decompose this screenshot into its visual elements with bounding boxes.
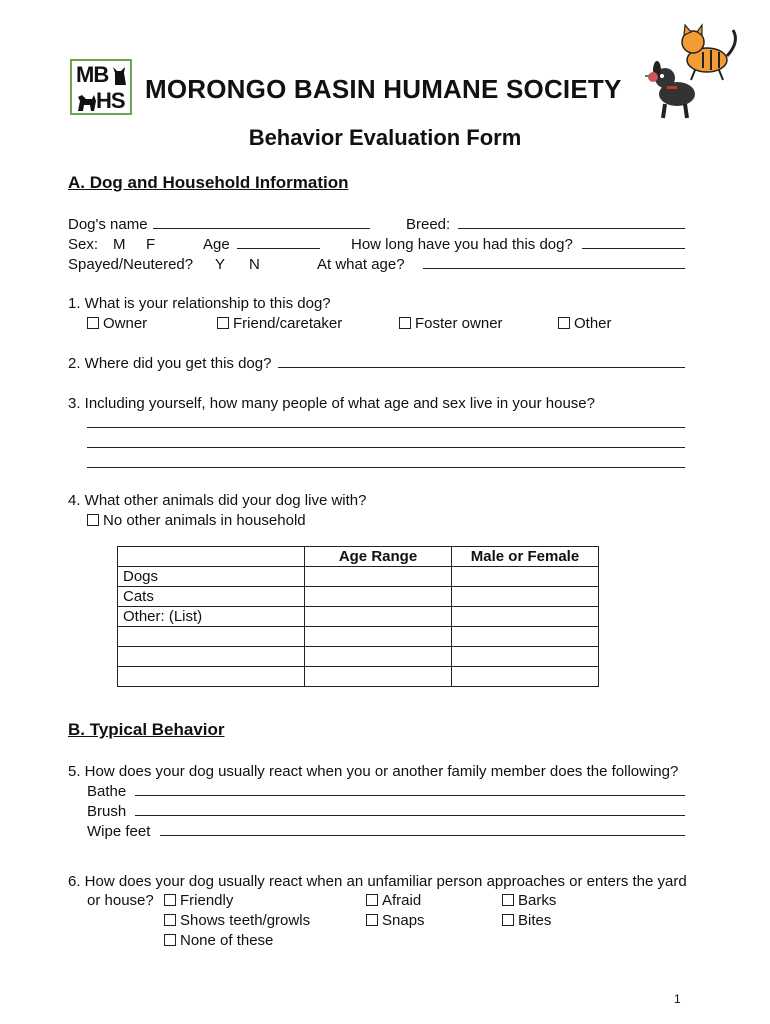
- at-age-field[interactable]: [423, 268, 685, 269]
- sex-option-f[interactable]: F: [146, 236, 156, 253]
- checkbox[interactable]: [558, 317, 570, 329]
- dogs-name-label: Dog's name: [68, 216, 148, 233]
- q5-item-bathe: Bathe: [87, 783, 127, 800]
- q3-field-line-3[interactable]: [87, 467, 685, 468]
- q5-brush-field[interactable]: [135, 815, 685, 816]
- q5-text: 5. How does your dog usually react when you or another family member does the following?: [68, 763, 679, 780]
- logo-hs: HS: [96, 88, 125, 113]
- row-label[interactable]: [118, 647, 305, 667]
- row-label: Other: (List): [118, 607, 305, 627]
- q5-bathe-field[interactable]: [135, 795, 685, 796]
- animals-table: [117, 546, 599, 687]
- q6-option-friendly[interactable]: Friendly: [164, 892, 233, 910]
- section-b-heading: B. Typical Behavior: [68, 720, 225, 739]
- table-row: [118, 647, 599, 667]
- logo-mb: MB: [76, 62, 109, 87]
- row-label[interactable]: [118, 627, 305, 647]
- q6-option-bites[interactable]: Bites: [502, 912, 551, 930]
- breed-field[interactable]: [458, 228, 685, 229]
- cat-silhouette-icon: [112, 65, 128, 85]
- q2-text: 2. Where did you get this dog?: [68, 355, 272, 372]
- sex-option-m[interactable]: M: [113, 236, 126, 253]
- q6-text-continued: or house?: [87, 892, 154, 909]
- table-header-blank: [118, 547, 305, 567]
- cat-dog-cartoon-icon: [645, 22, 745, 122]
- sex-cell[interactable]: [452, 607, 599, 627]
- q2-field[interactable]: [278, 367, 685, 368]
- q3-text: 3. Including yourself, how many people of what age and sex live in your house?: [68, 395, 595, 412]
- dog-silhouette-icon: [76, 91, 98, 113]
- q4-no-animals-option[interactable]: No other animals in household: [87, 512, 306, 530]
- checkbox[interactable]: [87, 514, 99, 526]
- q6-option-barks[interactable]: Barks: [502, 892, 556, 910]
- table-header-male-female: Male or Female: [452, 547, 599, 567]
- age-field[interactable]: [237, 248, 320, 249]
- table-row: [118, 607, 599, 627]
- table-row: [118, 627, 599, 647]
- checkbox[interactable]: [164, 934, 176, 946]
- table-row: [118, 667, 599, 687]
- spayed-option-n[interactable]: N: [249, 256, 260, 273]
- table-row: [118, 587, 599, 607]
- row-label: Cats: [118, 587, 305, 607]
- q6-option-afraid[interactable]: Afraid: [366, 892, 421, 910]
- checkbox[interactable]: [366, 914, 378, 926]
- checkbox[interactable]: [399, 317, 411, 329]
- checkbox[interactable]: [87, 317, 99, 329]
- q1-option-owner[interactable]: Owner: [87, 315, 147, 333]
- q3-field-line-2[interactable]: [87, 447, 685, 448]
- age-label: Age: [203, 236, 230, 253]
- dogs-name-field[interactable]: [153, 228, 370, 229]
- checkbox[interactable]: [366, 894, 378, 906]
- q5-item-wipe-feet: Wipe feet: [87, 823, 151, 840]
- row-label: Dogs: [118, 567, 305, 587]
- q1-option-other[interactable]: Other: [558, 315, 612, 333]
- q1-text: 1. What is your relationship to this dog?: [68, 295, 331, 312]
- q3-field-line-1[interactable]: [87, 427, 685, 428]
- q6-option-shows-teeth[interactable]: Shows teeth/growls: [164, 912, 310, 930]
- table-header-row: [118, 547, 599, 567]
- row-label[interactable]: [118, 667, 305, 687]
- checkbox[interactable]: [502, 894, 514, 906]
- age-range-cell[interactable]: [305, 667, 452, 687]
- sex-cell[interactable]: [452, 567, 599, 587]
- org-name: MORONGO BASIN HUMANE SOCIETY: [145, 74, 622, 104]
- checkbox[interactable]: [502, 914, 514, 926]
- at-age-label: At what age?: [317, 256, 405, 273]
- age-range-cell[interactable]: [305, 647, 452, 667]
- checkbox[interactable]: [217, 317, 229, 329]
- q5-wipe-feet-field[interactable]: [160, 835, 685, 836]
- age-range-cell[interactable]: [305, 607, 452, 627]
- spayed-label: Spayed/Neutered?: [68, 256, 194, 273]
- breed-label: Breed:: [406, 216, 451, 233]
- sex-cell[interactable]: [452, 587, 599, 607]
- q5-item-brush: Brush: [87, 803, 127, 820]
- age-range-cell[interactable]: [305, 567, 452, 587]
- age-range-cell[interactable]: [305, 587, 452, 607]
- q1-option-foster[interactable]: Foster owner: [399, 315, 503, 333]
- section-a-heading: A. Dog and Household Information: [68, 173, 349, 192]
- how-long-field[interactable]: [582, 248, 685, 249]
- q6-text: 6. How does your dog usually react when an unfamiliar person approaches or enters the yard: [68, 873, 687, 890]
- checkbox[interactable]: [164, 894, 176, 906]
- table-row: [118, 567, 599, 587]
- page-number: 1: [674, 992, 681, 1006]
- spayed-option-y[interactable]: Y: [215, 256, 226, 273]
- q4-text: 4. What other animals did your dog live with?: [68, 492, 367, 509]
- logo: [70, 59, 132, 115]
- sex-cell[interactable]: [452, 647, 599, 667]
- checkbox[interactable]: [164, 914, 176, 926]
- sex-cell[interactable]: [452, 667, 599, 687]
- sex-label: Sex:: [68, 236, 99, 253]
- age-range-cell[interactable]: [305, 627, 452, 647]
- table-header-age-range: Age Range: [305, 547, 452, 567]
- q6-option-snaps[interactable]: Snaps: [366, 912, 425, 930]
- q6-option-none[interactable]: None of these: [164, 932, 273, 950]
- q1-option-friend[interactable]: Friend/caretaker: [217, 315, 342, 333]
- sex-cell[interactable]: [452, 627, 599, 647]
- how-long-label: How long have you had this dog?: [351, 236, 573, 253]
- form-title: Behavior Evaluation Form: [248, 125, 522, 150]
